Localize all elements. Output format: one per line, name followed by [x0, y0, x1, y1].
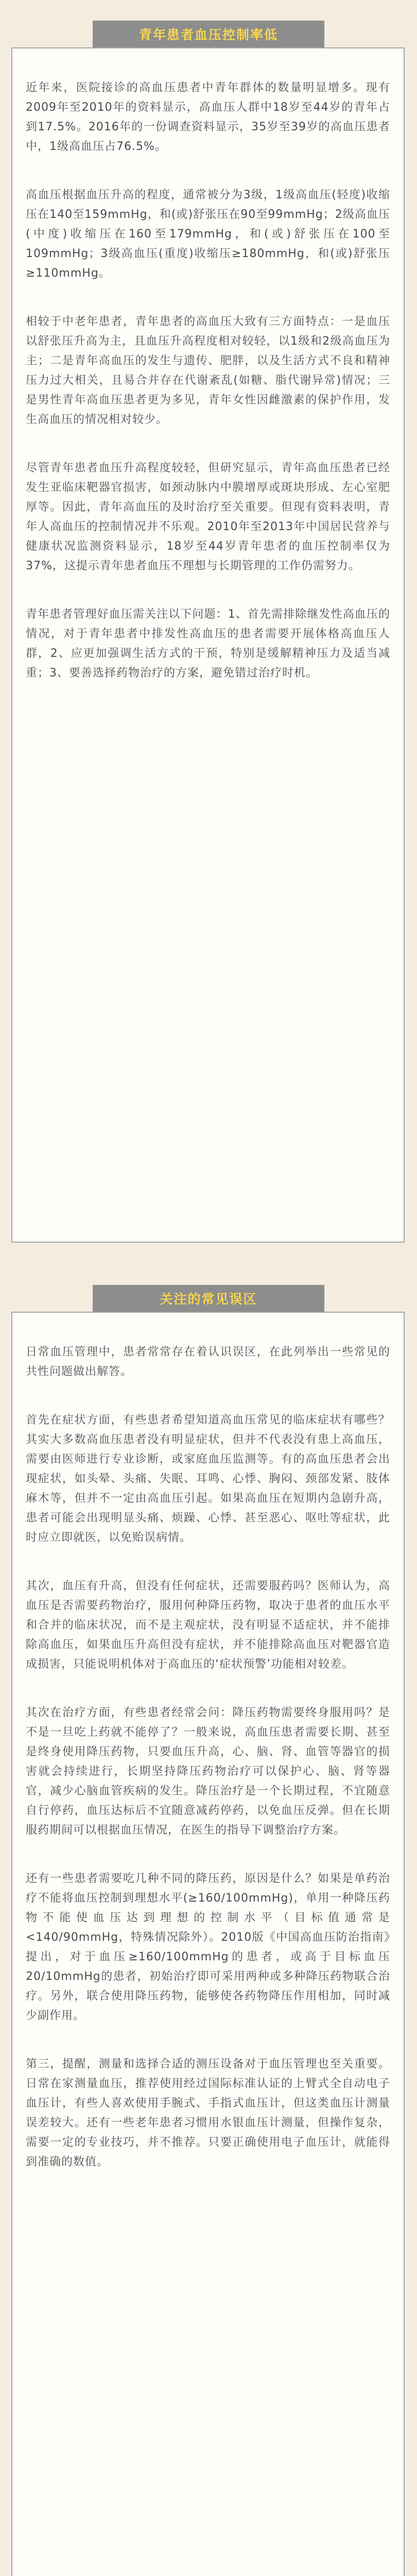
section1-title-banner: [93, 21, 324, 47]
section1-title: 青年患者血压控制率低: [138, 27, 278, 42]
section2-paragraph-4: 其次在治疗方面，有些患者经常会问：降压药物需要终身服用吗？是不是一旦吃上药就不能停了？一般来说，高血压患者需要长期、甚至是终身使用降压药物，只要血压升高，心、脑、肾、血管等器官的损害就会持续进行，长期坚持降压药物治疗可以保护心、脑、肾等器官，减少心脑血管疾病的发生。降压治疗是一个长期过程，不宜随意自行停药，血压达标后不宜随意减药停药，以免血压反弹。但在长期服药期间可以根据血压情况，在医生的指导下调整治疗方案。: [26, 1706, 390, 1837]
section2-title-banner: [93, 1285, 324, 1312]
section2-title: 关注的常见误区: [160, 1292, 257, 1307]
section2-paragraph-6: 第三，提醒，测量和选择合适的测压设备对于血压管理也至关重要。日常在家测量血压，推荐使用经过国际标准认证的上臂式全自动电子血压计，有些人喜欢使用手腕式、手指式血压计，但这类血压计测量误差较大。还有一些老年患者习惯用水银血压计测量，但操作复杂，需要一定的专业技巧，并不推荐。只要正确使用电子血压计，就能得到准确的数值。: [26, 2058, 390, 2168]
section1-paragraph-2: 高血压根据血压升高的程度，通常被分为3级，1级高血压(轻度)收缩压在140至159mmHg，和(或)舒张压在90至99mmHg；2级高血压(中度)收缩压在160至179mmHg，和(或)舒张压在100至109mmHg；3级高血压(重度)收缩压≥180mmHg，和(或)舒张压≥110mmHg。: [26, 189, 390, 280]
section2-paragraph-5: 还有一些患者需要吃几种不同的降压药，原因是什么？如果是单药治疗不能将血压控制到理想水平(≥160/100mmHg)，单用一种降压药物不能使血压达到理想的控制水平（目标值通常是<140/90mmHg，特殊情况除外）。2010版《中国高血压防治指南》提出，对于血压≥160/100mmHg的患者，或高于目标血压20/10mmHg的患者，初始治疗即可采用两种或多种降压药物联合治疗。另外，联合使用降压药物，能够使各药物降压作用相加，同时减少副作用。: [26, 1872, 390, 2022]
section1-paragraph-4: 尽管青年患者血压升高程度较轻，但研究显示，青年高血压患者已经发生亚临床靶器官损害，如颈动脉内中膜增厚或斑块形成、左心室肥厚等。因此，青年高血压的及时治疗至关重要。但现有资料表明，青年人高血压的控制情况并不乐观。2010年至2013年中国居民营养与健康状况监测资料显示，18岁至44岁青年患者的血压控制率仅为37%，这提示青年患者血压不理想与长期管理的工作仍需努力。: [26, 462, 390, 572]
section2-paragraph-1: 日常血压管理中，患者常常存在着认识误区，在此列举出一些常见的共性问题做出解答。: [26, 1346, 390, 1378]
section1-card: [11, 47, 405, 1243]
section1-paragraph-3: 相较于中老年患者，青年患者的高血压大致有三方面特点：一是血压以舒张压升高为主，且血压升高程度相对较轻，以1级和2级高血压为主；二是青年高血压的发生与遗传、肥胖，以及生活方式不良和精神压力过大相关，且易合并存在代谢紊乱(如糖、脂代谢异常)情况；三是男性青年高血压患者更为多见，青年女性因雌激素的保护作用，发生高血压的情况相对较少。: [26, 315, 390, 426]
section2-paragraph-2: 首先在症状方面，有些患者希望知道高血压常见的临床症状有哪些？其实大多数高血压患者没有明显症状，但并不代表没有患上高血压，需要由医师进行专业诊断，或家庭血压监测等。有的高血压患者会出现症状，如头晕、头痛、失眠、耳鸣、心悸、胸闷、颈部发紧、肢体麻木等，但并不一定由高血压引起。如果高血压在短期内急剧升高，患者可能会出现明显头痛、烦躁、心悸、甚至恶心、呕吐等症状，此时应立即就医，以免贻误病情。: [26, 1414, 390, 1544]
section2-paragraph-3: 其次，血压有升高，但没有任何症状，还需要服药吗？医师认为，高血压是否需要药物治疗，服用何种降压药物，取决于患者的血压水平和合并的临床状况，而不是主观症状，没有明显不适症状，并不能排除高血压，如果血压升高但没有症状，并不能排除高血压对靶器官造成损害，只能说明机体对于高血压的‘症状预警’功能相对较差。: [26, 1580, 390, 1671]
section2-card: [11, 1312, 405, 2576]
section1-paragraph-5: 青年患者管理好血压需关注以下问题：1、首先需排除继发性高血压的情况，对于青年患者中排发性高血压的患者需要开展体格高血压人群，2、应更加强调生活方式的干预，特别是缓解精神压力及适当减重；3、要善选择药物治疗的方案，避免错过治疗时机。: [26, 608, 390, 680]
section1-paragraph-1: 近年来，医院接诊的高血压患者中青年群体的数量明显增多。现有2009年至2010年的资料显示，高血压人群中18岁至44岁的青年占到17.5%。2016年的一份调查资料显示，35岁至39岁的高血压患者中，1级高血压占76.5%。: [26, 81, 390, 153]
